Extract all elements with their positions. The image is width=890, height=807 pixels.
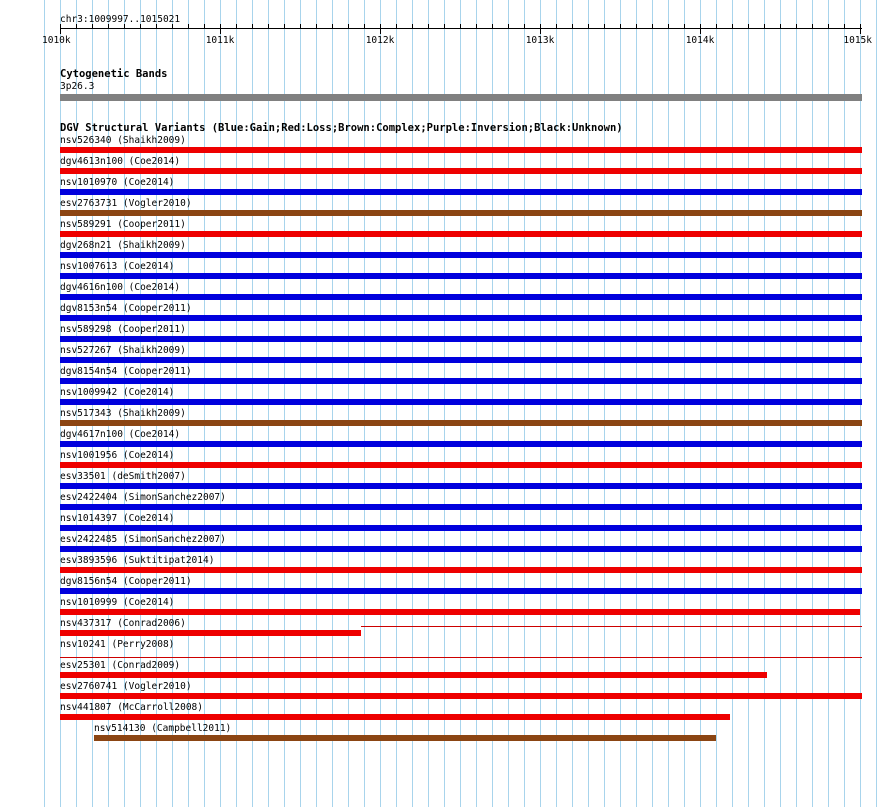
cytoband-bar[interactable] bbox=[60, 94, 862, 101]
feature-label[interactable]: nsv1007613 (Coe2014) bbox=[60, 261, 175, 272]
feature-bar[interactable] bbox=[60, 504, 862, 510]
feature-label[interactable]: nsv514130 (Campbell2011) bbox=[94, 723, 232, 734]
feature-bar[interactable] bbox=[60, 546, 862, 552]
feature-label[interactable]: esv2422485 (SimonSanchez2007) bbox=[60, 534, 226, 545]
feature-label[interactable]: dgv8156n54 (Cooper2011) bbox=[60, 576, 192, 587]
ruler-tick-label: 1015k bbox=[843, 35, 872, 46]
feature-bar[interactable] bbox=[60, 231, 862, 237]
feature-bar[interactable] bbox=[60, 630, 361, 636]
ruler-tick-label: 1012k bbox=[365, 35, 395, 46]
feature-label[interactable]: esv2422404 (SimonSanchez2007) bbox=[60, 492, 226, 503]
feature-label[interactable]: esv25301 (Conrad2009) bbox=[60, 660, 181, 671]
feature-bar[interactable] bbox=[60, 483, 862, 489]
scale-ruler bbox=[0, 24, 890, 38]
feature-line[interactable] bbox=[60, 657, 862, 658]
feature-bar[interactable] bbox=[60, 588, 862, 594]
feature-label[interactable]: nsv1010999 (Coe2014) bbox=[60, 597, 175, 608]
feature-label[interactable]: nsv517343 (Shaikh2009) bbox=[60, 408, 186, 419]
feature-bar[interactable] bbox=[60, 672, 767, 678]
feature-bar[interactable] bbox=[60, 441, 862, 447]
feature-extension-line[interactable] bbox=[361, 626, 862, 627]
feature-label[interactable]: dgv4616n100 (Coe2014) bbox=[60, 282, 181, 293]
feature-label[interactable]: nsv589298 (Cooper2011) bbox=[60, 324, 186, 335]
feature-label[interactable]: nsv1001956 (Coe2014) bbox=[60, 450, 175, 461]
feature-bar[interactable] bbox=[60, 210, 862, 216]
feature-label[interactable]: nsv1010970 (Coe2014) bbox=[60, 177, 175, 188]
feature-bar[interactable] bbox=[60, 462, 862, 468]
feature-label[interactable]: esv33501 (deSmith2007) bbox=[60, 471, 186, 482]
feature-bar[interactable] bbox=[60, 294, 862, 300]
cytoband-track-title: Cytogenetic Bands bbox=[60, 68, 168, 80]
feature-bar[interactable] bbox=[94, 735, 716, 741]
dgv-track-title: DGV Structural Variants (Blue:Gain;Red:Loss;Brown:Complex;Purple:Inversion;Black:Unknown) bbox=[60, 122, 623, 134]
feature-bar[interactable] bbox=[60, 189, 862, 195]
ruler-tick-label: 1014k bbox=[685, 35, 715, 46]
feature-label[interactable]: nsv589291 (Cooper2011) bbox=[60, 219, 186, 230]
ruler-tick-label: 1011k bbox=[205, 35, 235, 46]
feature-label[interactable]: dgv268n21 (Shaikh2009) bbox=[60, 240, 186, 251]
ruler-tick-label: 1010k bbox=[42, 35, 71, 46]
feature-label[interactable]: dgv8153n54 (Cooper2011) bbox=[60, 303, 192, 314]
feature-bar[interactable] bbox=[60, 168, 862, 174]
feature-label[interactable]: esv3893596 (Suktitipat2014) bbox=[60, 555, 215, 566]
feature-label[interactable]: dgv8154n54 (Cooper2011) bbox=[60, 366, 192, 377]
feature-bar[interactable] bbox=[60, 147, 862, 153]
feature-bar[interactable] bbox=[60, 714, 730, 720]
feature-label[interactable]: nsv437317 (Conrad2006) bbox=[60, 618, 186, 629]
feature-bar[interactable] bbox=[60, 378, 862, 384]
feature-bar[interactable] bbox=[60, 273, 862, 279]
feature-bar[interactable] bbox=[60, 357, 862, 363]
feature-bar[interactable] bbox=[60, 420, 862, 426]
feature-label[interactable]: nsv1009942 (Coe2014) bbox=[60, 387, 175, 398]
feature-label[interactable]: esv2763731 (Vogler2010) bbox=[60, 198, 192, 209]
feature-label[interactable]: dgv4613n100 (Coe2014) bbox=[60, 156, 181, 167]
feature-label[interactable]: nsv1014397 (Coe2014) bbox=[60, 513, 175, 524]
feature-bar[interactable] bbox=[60, 315, 862, 321]
ruler-tick-label: 1013k bbox=[525, 35, 555, 46]
feature-bar[interactable] bbox=[60, 567, 862, 573]
feature-label[interactable]: esv2760741 (Vogler2010) bbox=[60, 681, 192, 692]
cytoband-label: 3p26.3 bbox=[60, 81, 95, 92]
feature-label[interactable]: nsv527267 (Shaikh2009) bbox=[60, 345, 186, 356]
feature-label[interactable]: dgv4617n100 (Coe2014) bbox=[60, 429, 181, 440]
feature-label[interactable]: nsv441807 (McCarroll2008) bbox=[60, 702, 203, 713]
feature-label[interactable]: nsv526340 (Shaikh2009) bbox=[60, 135, 186, 146]
feature-label[interactable]: nsv10241 (Perry2008) bbox=[60, 639, 175, 650]
feature-bar[interactable] bbox=[60, 693, 862, 699]
feature-bar[interactable] bbox=[60, 336, 862, 342]
feature-bar[interactable] bbox=[60, 252, 862, 258]
feature-bar[interactable] bbox=[60, 525, 862, 531]
feature-bar[interactable] bbox=[60, 399, 862, 405]
location-label: chr3:1009997..1015021 bbox=[60, 14, 181, 25]
feature-bar[interactable] bbox=[60, 609, 860, 615]
